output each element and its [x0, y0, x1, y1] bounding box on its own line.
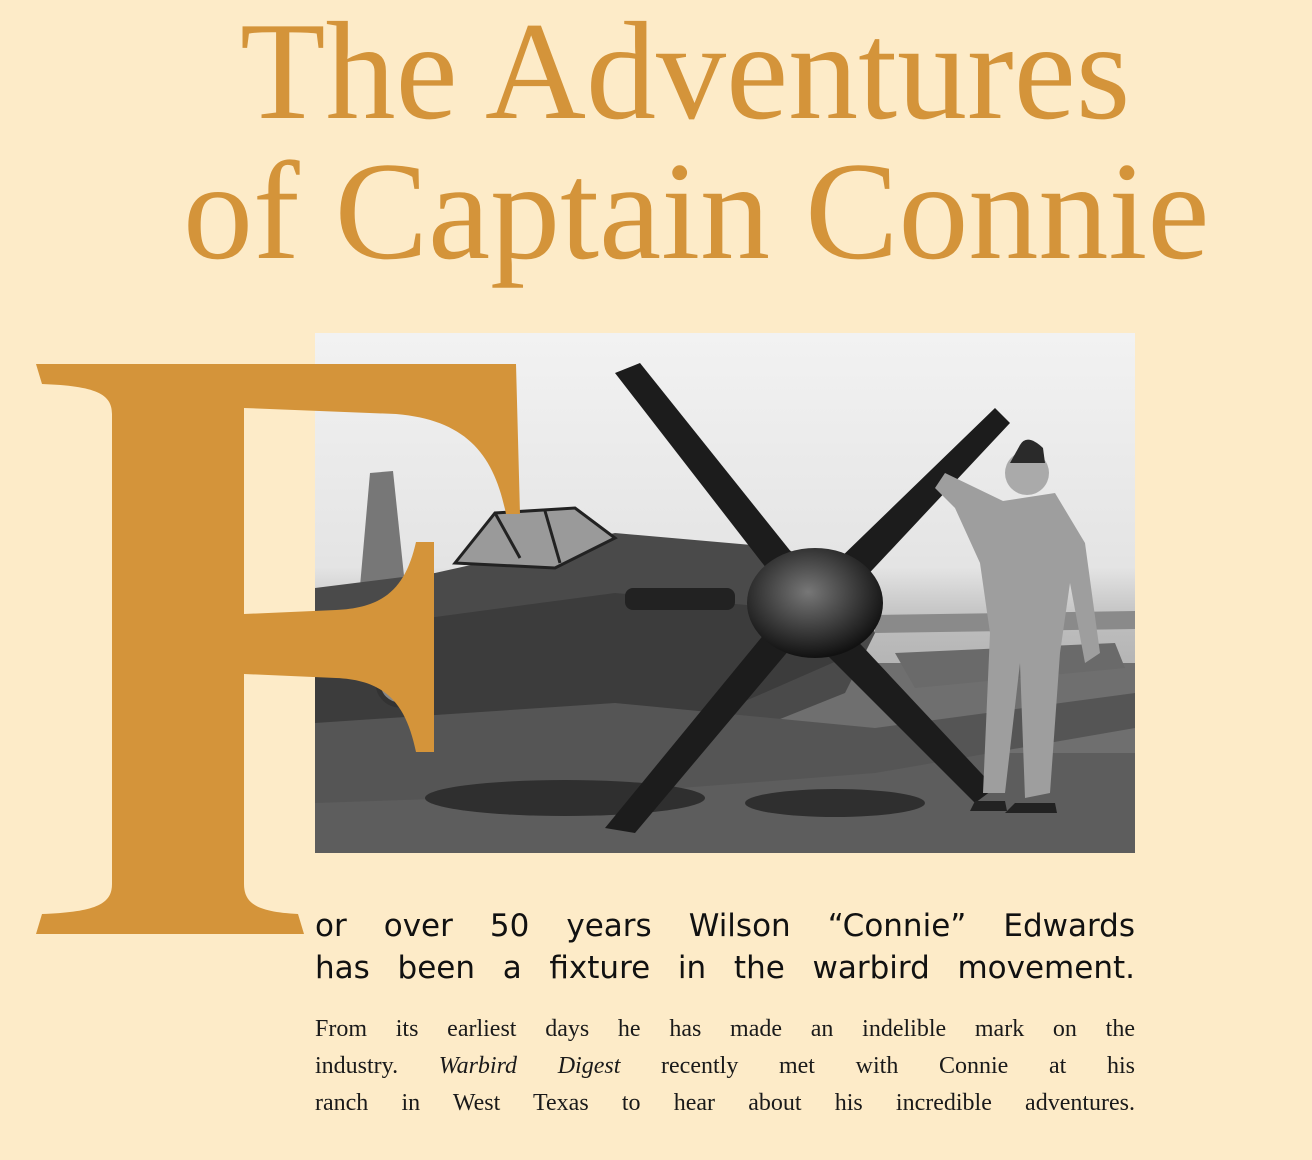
title-line-1: The Adventures [240, 0, 1131, 149]
body-line-3: ranch in West Texas to hear about his incredible adventures. [315, 1090, 1135, 1117]
lead-line-2: has been a fixture in the warbird movement. [315, 950, 1135, 987]
body-line-2 [315, 1048, 1135, 1085]
title-line-2: of Captain Connie [183, 134, 1210, 289]
body-line-2-post: recently met with Connie at his [661, 1053, 1135, 1080]
body-line-1: From its earliest days he has made an indelible mark on the [315, 1016, 1135, 1042]
publication-name: Warbird Digest [438, 1053, 621, 1080]
body-paragraph [315, 1011, 1135, 1123]
lead-paragraph [315, 905, 1135, 990]
drop-cap-f [36, 364, 526, 934]
body-line-2-pre: industry. [315, 1053, 399, 1080]
lead-line-1: or over 50 years Wilson “Connie” Edwards [315, 908, 1135, 944]
